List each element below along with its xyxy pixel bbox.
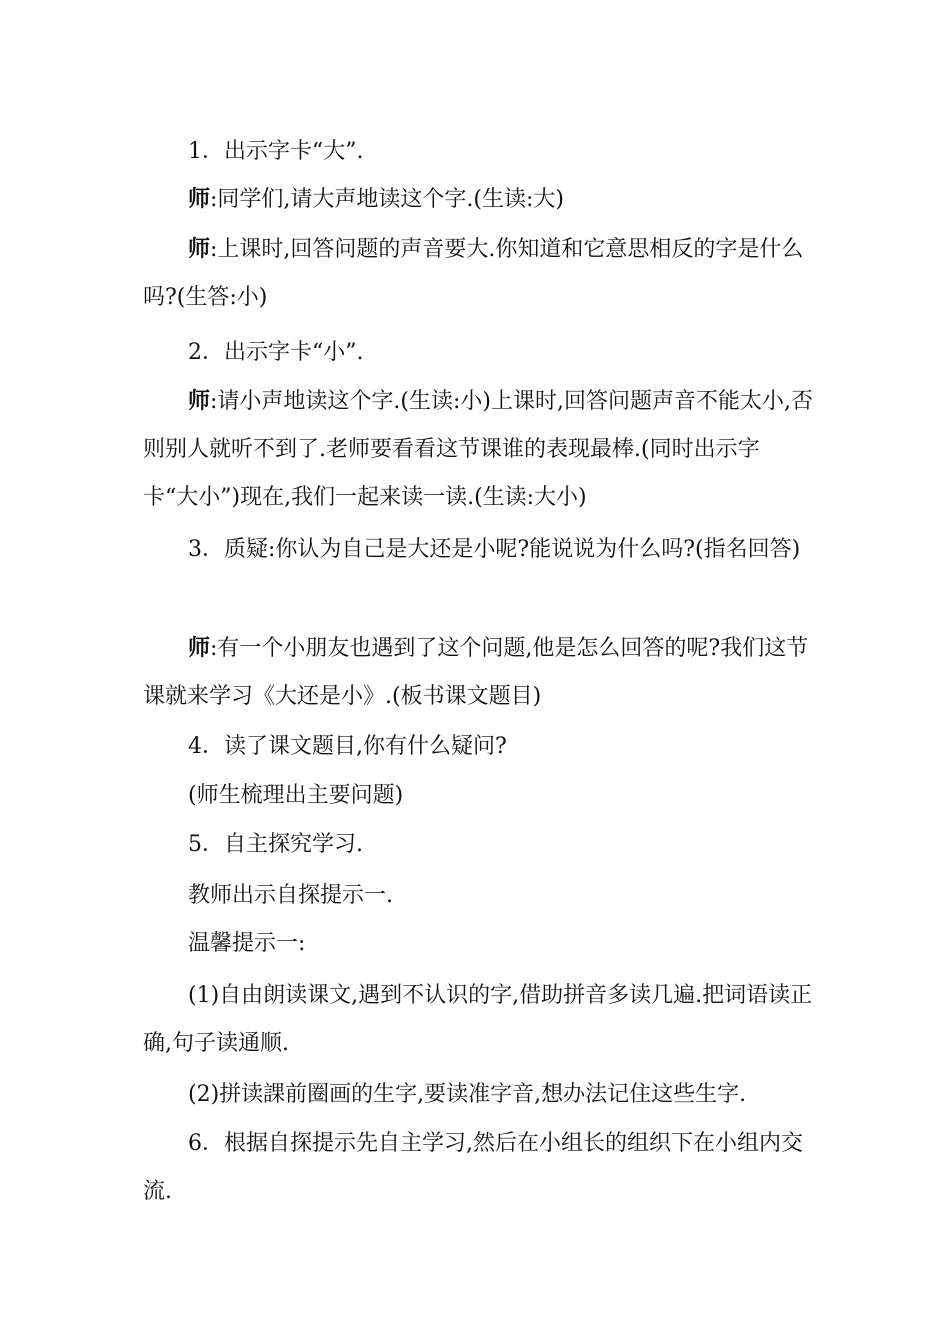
speaker-label: 师 xyxy=(188,389,211,414)
paragraph-12: 温馨提示一: xyxy=(188,931,306,956)
paragraph-11: 教师出示自探提示一. xyxy=(188,883,393,908)
speaker-label: 师 xyxy=(188,237,211,262)
paragraph-3: 师:上课时,回答问题的声音要大.你知道和它意思相反的字是什么吗?(生答:小) xyxy=(143,237,804,310)
paragraph-15: 6．根据自探提示先自主学习,然后在小组长的组织下在小组内交流. xyxy=(143,1131,803,1204)
paragraph-9: (师生梳理出主要问题) xyxy=(188,783,404,808)
paragraph-2: 师:同学们,请大声地读这个字.(生读:大) xyxy=(188,187,564,212)
paragraph-8: 4．读了课文题目,你有什么疑问? xyxy=(188,734,507,759)
speaker-label: 师 xyxy=(188,187,211,212)
paragraph-10: 5．自主探究学习. xyxy=(188,832,363,857)
paragraph-13: (1)自由朗读课文,遇到不认识的字,借助拼音多读几遍.把词语读正确,句子读通顺. xyxy=(143,983,813,1056)
paragraph-1: 1．出示字卡“大”. xyxy=(188,139,364,164)
paragraph-6: 3．质疑:你认为自己是大还是小呢?能说说为什么吗?(指名回答) xyxy=(188,537,801,562)
paragraph-7: 师:有一个小朋友也遇到了这个问题,他是怎么回答的呢?我们这节课就来学习《大还是小》.(板书课文题目) xyxy=(143,636,809,709)
paragraph-14: (2)拼读課前圈画的生字,要读准字音,想办法记住这些生字. xyxy=(188,1082,747,1107)
paragraph-4: 2．出示字卡“小”. xyxy=(188,340,364,365)
paragraph-5: 师:请小声地读这个字.(生读:小)上课时,回答问题声音不能太小,否则别人就听不到了.老师要看看这节课谁的表现最棒.(同时出示字卡“大小”)现在,我们一起来读一读.(生读:大小) xyxy=(143,389,813,510)
speaker-label: 师 xyxy=(188,636,211,661)
